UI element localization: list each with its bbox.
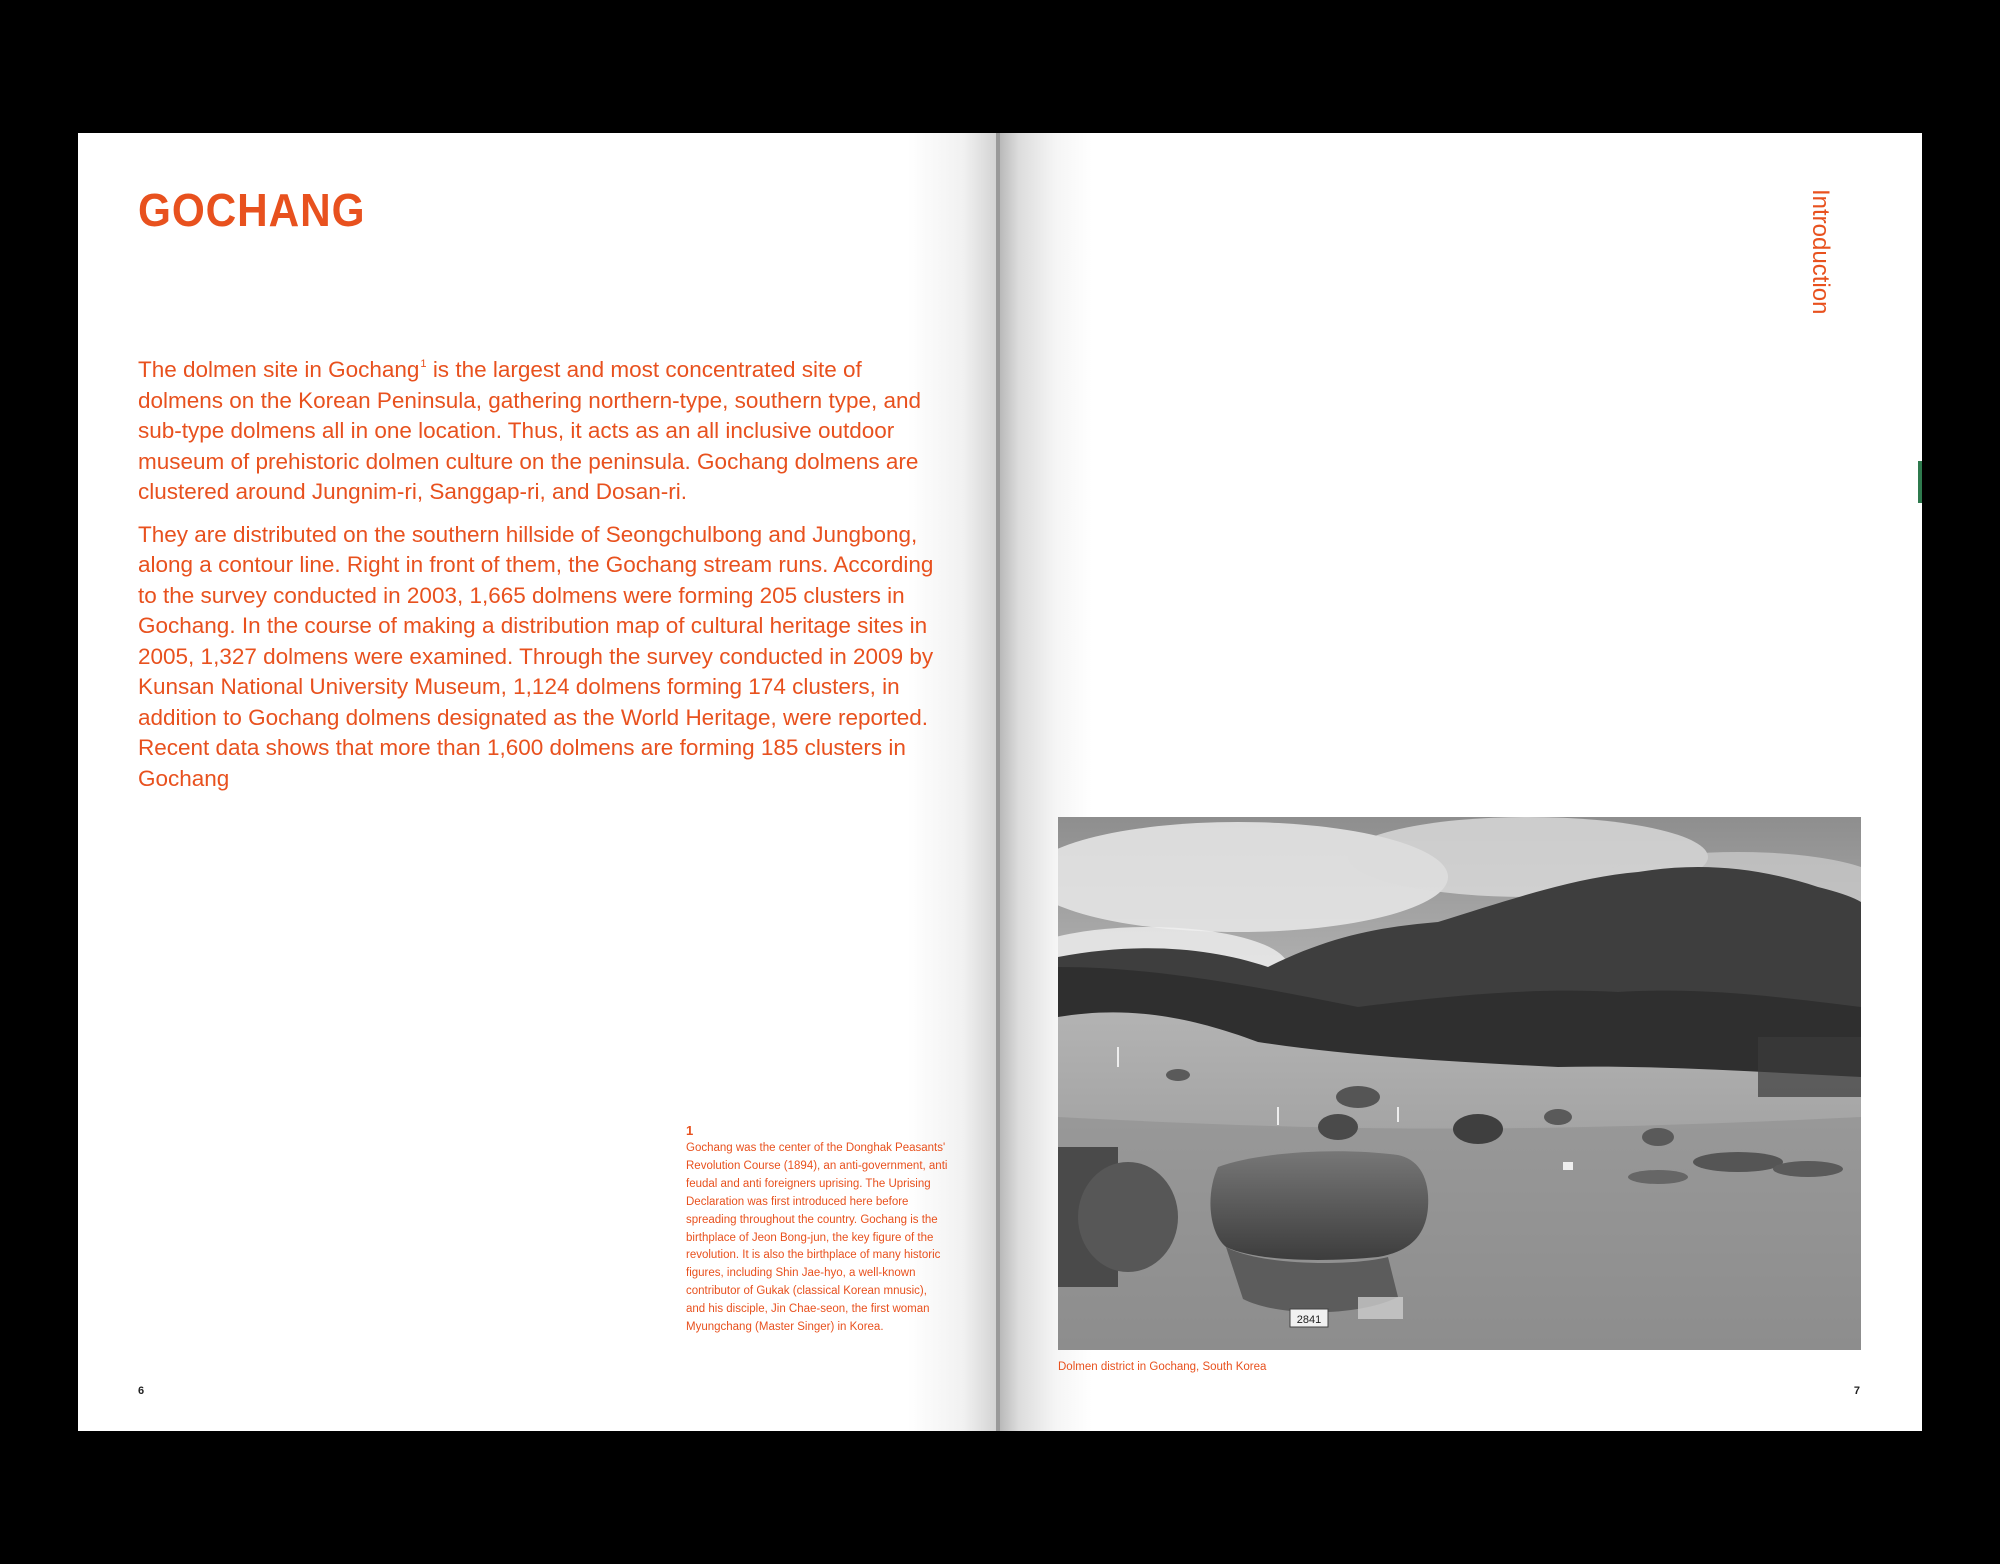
page-number-right: 7 <box>1853 1385 1860 1397</box>
photo-marker-label: 2841 <box>1296 1314 1322 1326</box>
paragraph-2: They are distributed on the southern hillside of Seongchulbong and Jungbong, along a contour line. Right in front of them, the Gochang stream runs. According to the survey conducted in 2003, 1,665 dolmens were forming 205 clusters in Gochang. In the course of making a distribution map of cultural heritage sites in 2005, 1,327 dolmens were examined. Through the survey conducted in 2009 by Kunsan National University Museum, 1,124 dolmens forming 174 clusters, in addition to Gochang dolmens designated as the World Heritage, were reported. Recent data shows that more than 1,600 dolmens are forming 185 clusters in Gochang <box>138 521 934 791</box>
paragraph-1-rest: is the largest and most concentrated site of dolmens on the Korean Peninsula, gathering northern-type, southern type, and sub-type dolmens all in one location. Thus, it acts as an all inclusive outdoor museum of prehistoric dolmen culture on the peninsula. Gochang dolmens are clustered around Jungnim-ri, Sanggap-ri, and Dosan-ri. <box>138 357 922 504</box>
paragraph-1 <box>138 355 938 508</box>
body-text <box>138 355 938 794</box>
page-edge-tab <box>1918 461 1922 503</box>
book-gutter <box>996 133 1000 1431</box>
footnote <box>686 1123 948 1337</box>
footnote-text: Gochang was the center of the Donghak Peasants' Revolution Course (1894), an anti-government, anti feudal and anti foreigners uprising. The Uprising Declaration was first introduced here before spreading throughout the country. Gochang is the birthplace of Jeon Bong-jun, the key figure of the revolution. It is also the birthplace of many historic figures, including Shin Jae-hyo, a well-known contributor of Gukak (classical Korean mnusic), and his disciple, Jin Chae-seon, the first woman Myungchang (Master Singer) in Korea. <box>686 1142 948 1334</box>
left-page <box>78 133 1000 1431</box>
photo-caption: Dolmen district in Gochang, South Korea <box>1058 1361 1267 1373</box>
dolmen-photo <box>1058 817 1861 1350</box>
paragraph-1-lead: The dolmen site in Gochang <box>138 357 420 382</box>
page-title: GOCHANG <box>138 184 366 236</box>
right-page <box>1000 133 1922 1431</box>
section-label: Introduction <box>1807 189 1834 315</box>
footnote-number: 1 <box>686 1123 694 1138</box>
dolmen-photo-image <box>1058 817 1861 1350</box>
page-number-left: 6 <box>138 1385 145 1397</box>
footnote-reference[interactable]: 1 <box>420 358 427 370</box>
